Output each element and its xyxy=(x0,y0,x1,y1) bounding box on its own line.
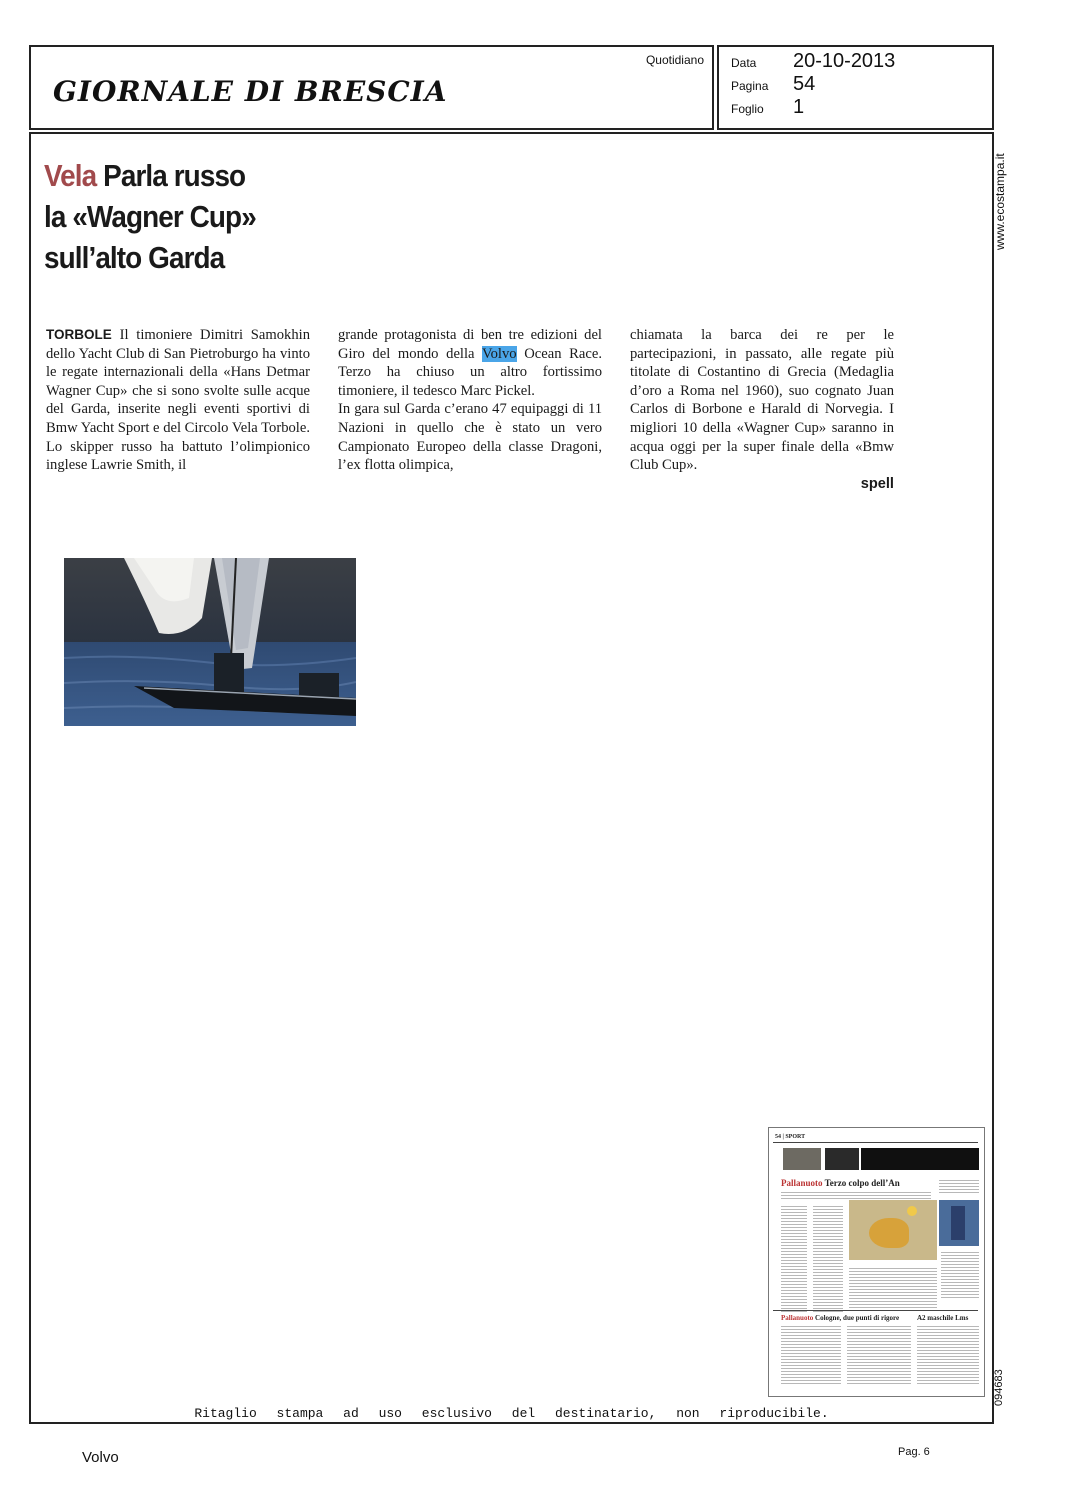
column-2-paragraph-2: In gara sul Garda c’erano 47 equipaggi di 11 Nazioni in quello che è stato un vero Campionato Europeo della classe Dragoni, l’ex flotta olimpica, xyxy=(338,401,602,474)
thumbnail-text-block-4 xyxy=(781,1326,841,1386)
meta-box xyxy=(717,45,994,130)
headline-kicker: Vela xyxy=(44,158,97,193)
thumbnail-headline-1: Pallanuoto Terzo colpo dell’An xyxy=(781,1178,900,1188)
data-label: Data xyxy=(731,56,757,70)
headline-line-2: la «Wagner Cup» xyxy=(44,199,256,234)
column-1-text: Il timoniere Dimitri Samokhin dello Yacht Club di San Pietroburgo ha vinto le regate internazionali della «Hans Detmar Wagner Cup» che si sono svolte sulle acque del Garda, inserite negli eventi sportivi di Bmw Yacht Sport e del Circolo Vela Torbole. Lo skipper russo ha battuto l’olimpionico inglese Lawrie Smith, il xyxy=(46,327,310,474)
thumbnail-teaser-1 xyxy=(825,1148,859,1170)
article-column-2 xyxy=(338,326,602,475)
data-value: 20-10-2013 xyxy=(793,50,896,72)
thumbnail-divider xyxy=(773,1310,978,1311)
thumbnail-text-block-5 xyxy=(847,1326,911,1386)
thumbnail-banner xyxy=(861,1148,979,1170)
column-2-text-a: grande protagonista di ben tre edizioni del Giro del mondo della xyxy=(338,327,602,362)
foglio-value: 1 xyxy=(793,96,805,118)
foglio-label: Foglio xyxy=(731,102,764,116)
thumbnail-text-block-3 xyxy=(941,1252,979,1300)
thumbnail-headline-2: Pallanuoto Cologne, due punti di rigore xyxy=(781,1314,900,1322)
sailboat-photo xyxy=(64,558,356,726)
headline-line-1: Parla russo xyxy=(103,158,246,193)
author-signature: spell xyxy=(860,475,894,492)
thumbnail-section: 54 | SPORT xyxy=(775,1134,806,1140)
footer-keyword: Volvo xyxy=(82,1449,119,1466)
newspaper-name: GIORNALE DI BRESCIA xyxy=(53,75,448,108)
thumbnail-text-block-6 xyxy=(917,1326,979,1386)
footer-page-number: Pag. 6 xyxy=(898,1446,930,1458)
reproduction-disclaimer: Ritaglio stampa ad uso esclusivo del destinatario, non riproducibile. xyxy=(194,1406,829,1421)
source-url: www.ecostampa.it xyxy=(993,153,1007,250)
pagina-value: 54 xyxy=(793,73,816,95)
thumbnail-column-a xyxy=(781,1206,807,1314)
masthead-box xyxy=(29,45,714,130)
thumbnail-text-block-2 xyxy=(849,1268,937,1310)
dateline: TORBOLE xyxy=(46,327,112,342)
column-2-text-b: Ocean Race. Terzo ha chiuso un altro fortissimo timoniere, il tedesco Marc Pickel. xyxy=(338,345,602,399)
thumbnail-text-side xyxy=(939,1180,979,1195)
column-3-text: chiamata la barca dei re per le partecipazioni, in passato, alle regate più titolate di Costantino di Grecia (Medaglia d’oro a Roma nel 1960), suo cognato Juan Carlos di Borbone e Harald di Norvegia. I migliori 10 della «Wagner Cup» saranno in acqua oggi per la super finale della «Bmw Club Cup». xyxy=(630,327,894,474)
thumbnail-rule xyxy=(773,1142,978,1143)
page-thumbnail xyxy=(768,1127,985,1397)
pagina-label: Pagina xyxy=(731,79,769,93)
publication-type: Quotidiano xyxy=(645,53,704,67)
thumbnail-photo-athlete xyxy=(939,1200,979,1246)
thumbnail-photo-small xyxy=(783,1148,821,1170)
thumbnail-headline-3: A2 maschile Lms xyxy=(917,1314,969,1322)
article-column-1 xyxy=(46,326,310,475)
headline-line-3: sull’alto Garda xyxy=(44,240,225,275)
article-column-3 xyxy=(630,326,894,493)
highlighted-keyword: Volvo xyxy=(481,345,517,362)
thumbnail-column-b xyxy=(813,1206,843,1314)
article-headline xyxy=(44,155,422,278)
thumbnail-photo-waterpolo xyxy=(849,1200,937,1260)
clipping-code: 094683 xyxy=(993,1369,1005,1406)
